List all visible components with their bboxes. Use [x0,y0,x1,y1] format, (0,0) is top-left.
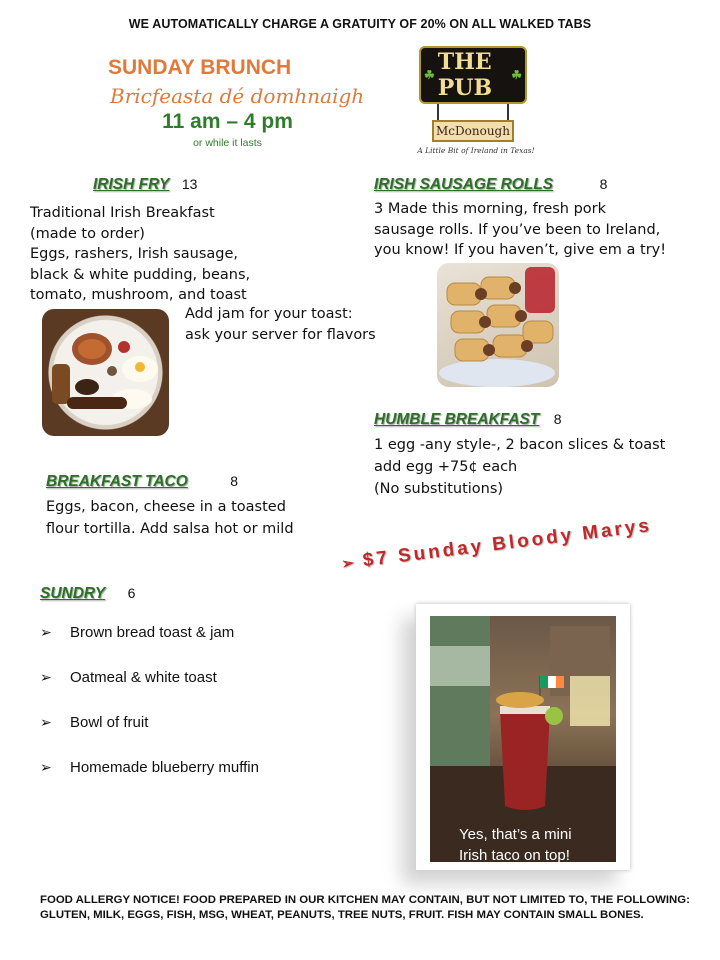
sundry-price: 6 [127,585,136,601]
sausage-rolls-photo [437,263,559,387]
humble-breakfast-line: 1 egg -any style-, 2 bacon slices & toast [374,437,666,453]
sundry-item-label: Brown bread toast & jam [70,624,235,641]
bloody-mary-caption [459,824,572,862]
sundry-title: SUNDRY [40,585,106,602]
arrow-bullet-icon: ➢ [40,624,52,640]
humble-breakfast-description [374,434,665,500]
irish-fry-title: IRISH FRY [93,176,170,193]
logo-sign [419,46,527,104]
irish-fry-plate-illustration [42,309,169,436]
sausage-rolls-line: sausage rolls. If you’ve been to Ireland, [374,221,661,238]
humble-breakfast-line: add egg +75¢ each [374,459,518,475]
brunch-title: SUNDAY BRUNCH [108,56,292,79]
bloody-mary-photo-frame [416,604,630,870]
breakfast-taco-line: flour tortilla. Add salsa hot or mild [46,521,294,537]
list-item [40,624,259,669]
irish-fry-line: tomato, mushroom, and toast [30,287,247,303]
brunch-hours: 11 am – 4 pm [162,110,293,133]
sundry-heading [40,585,135,603]
bloody-mary-promo [340,515,653,575]
arrow-bullet-icon: ➢ [40,669,52,685]
arrow-bullet-icon: ➢ [40,714,52,730]
caption-line: Irish taco on top! [459,847,570,862]
jam-note [185,304,376,345]
shamrock-icon: ☘ [511,68,522,82]
sausage-rolls-line: 3 Made this morning, fresh pork [374,201,607,217]
breakfast-taco-heading [46,473,238,491]
gratuity-notice: WE AUTOMATICALLY CHARGE A GRATUITY OF 20% ON ALL WALKED TABS [128,17,592,31]
arrow-bullet-icon: ➢ [340,554,359,574]
sundry-item-label: Oatmeal & white toast [70,669,217,686]
logo-posts [419,104,527,120]
list-item [40,759,259,804]
jam-note-line: Add jam for your toast: [185,306,353,322]
brunch-irish-title: Bricfeasta dé domhnaigh [110,84,365,108]
shamrock-icon: ☘ [424,68,435,82]
irish-fry-price: 13 [181,176,198,192]
logo-plate: McDonough [432,120,514,142]
irish-fry-heading [93,176,197,194]
caption-line: Yes, that’s a mini [459,826,572,843]
list-item [40,714,259,759]
humble-breakfast-heading [374,411,562,429]
sundry-list [40,624,259,804]
sausage-rolls-heading [374,176,607,194]
irish-fry-photo [42,309,169,436]
humble-breakfast-title: HUMBLE BREAKFAST [374,411,540,428]
bloody-mary-photo [430,616,616,862]
sausage-rolls-title: IRISH SAUSAGE ROLLS [374,176,554,193]
brunch-availability: or while it lasts [193,137,262,149]
breakfast-taco-line: Eggs, bacon, cheese in a toasted [46,499,286,515]
bloody-mary-title: $7 Sunday Bloody Marys [361,515,654,572]
pub-logo [419,46,531,142]
logo-sign-text: THE PUB [437,49,493,101]
breakfast-taco-description [46,496,294,540]
breakfast-taco-title: BREAKFAST TACO [46,473,188,490]
sausage-rolls-illustration [437,263,559,387]
logo-tagline: A Little Bit of Ireland in Texas! [417,146,535,155]
irish-fry-line: black & white pudding, beans, [30,266,251,283]
sausage-rolls-description [374,199,666,261]
breakfast-taco-price: 8 [230,473,239,489]
list-item [40,669,259,714]
sausage-rolls-price: 8 [599,176,608,192]
irish-fry-line: Eggs, rashers, Irish sausage, [30,246,239,262]
arrow-bullet-icon: ➢ [40,759,52,775]
humble-breakfast-line: (No substitutions) [374,481,504,497]
irish-fry-line: Traditional Irish Breakfast [30,205,215,221]
allergy-notice: FOOD ALLERGY NOTICE! FOOD PREPARED IN OUR KITCHEN MAY CONTAIN, BUT NOT LIMITED TO, THE FOLLOWING: GLUTEN, MILK, EGGS, FISH, MSG, WHEAT, PEANUTS, TREE NUTS, FRUIT. FISH MAY CONTAIN SMALL BONES. [40,894,690,921]
sundry-item-label: Homemade blueberry muffin [70,759,259,776]
sausage-rolls-line: you know! If you haven’t, give em a try! [374,242,667,258]
humble-breakfast-price: 8 [553,411,562,427]
irish-fry-description [30,203,250,306]
jam-note-line: ask your server for flavors [185,326,376,343]
sundry-item-label: Bowl of fruit [70,714,149,731]
irish-fry-line: (made to order) [30,225,145,242]
